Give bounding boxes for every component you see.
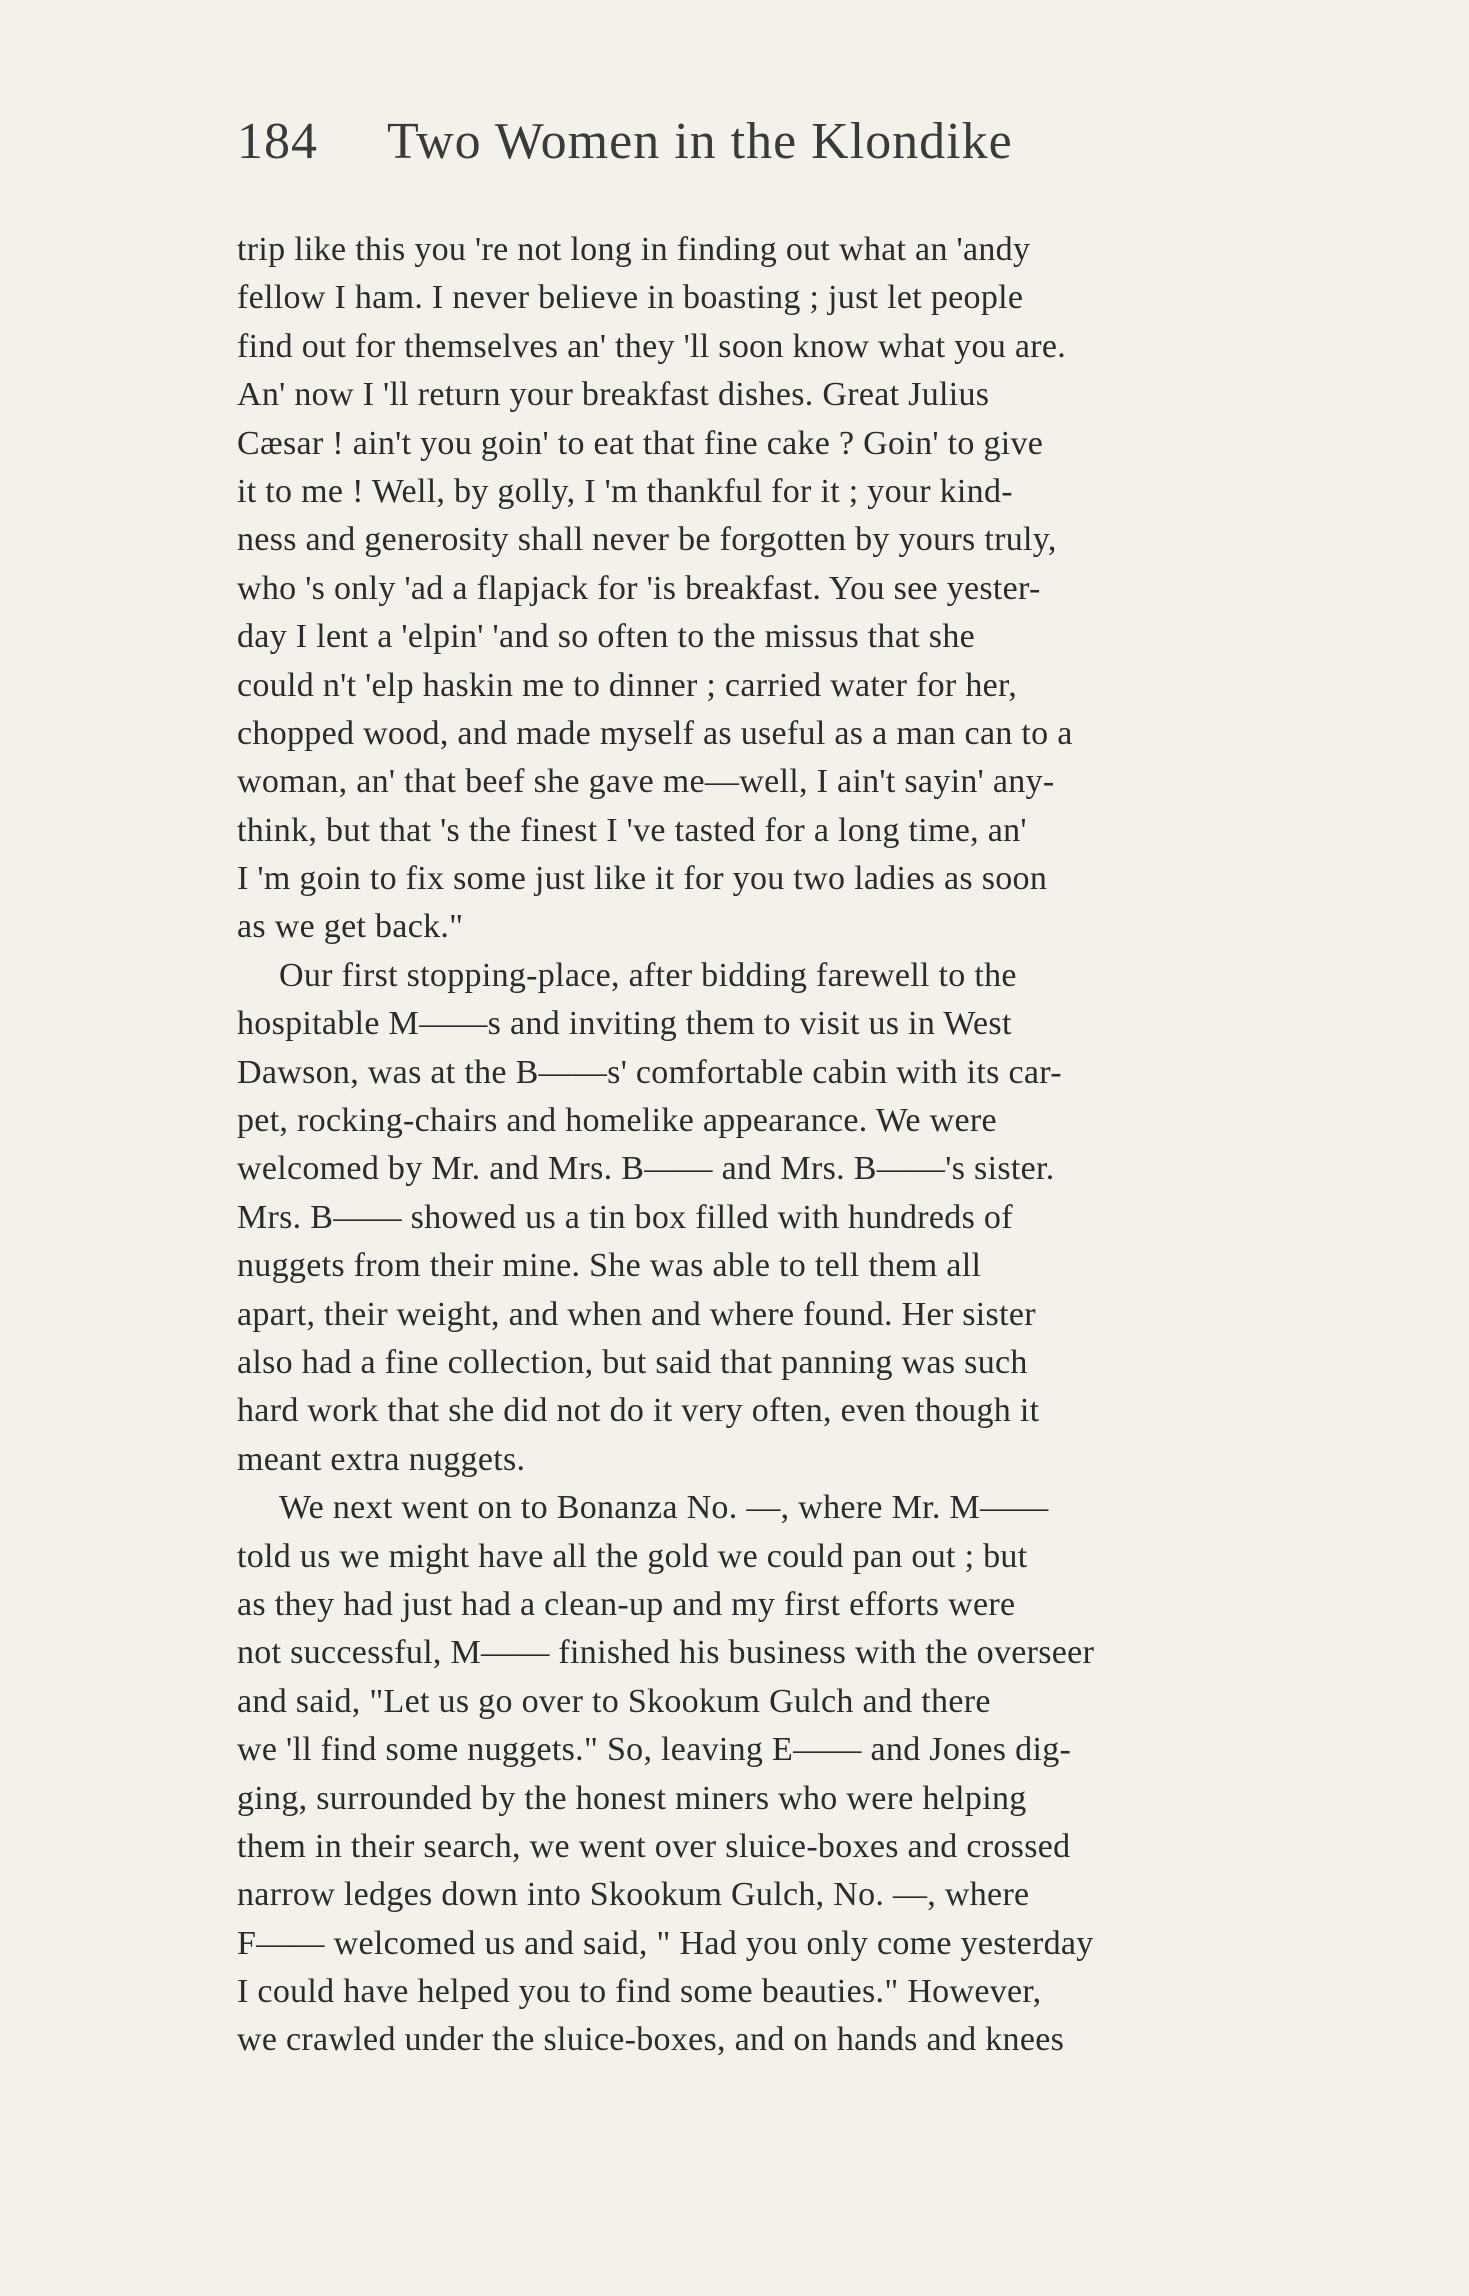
text-line: told us we might have all the gold we could pan out ; but xyxy=(237,1537,1028,1575)
text-line: Mrs. B—— showed us a tin box filled with hundreds of xyxy=(237,1198,1013,1236)
text-line: pet, rocking-chairs and homelike appearance. We were xyxy=(237,1102,997,1140)
text-line: as we get back." xyxy=(237,908,464,946)
text-line: narrow ledges down into Skookum Gulch, No. —, where xyxy=(237,1876,1030,1914)
text-line: chopped wood, and made myself as useful as a man can to a xyxy=(237,714,1073,752)
text-line: fellow I ham. I never believe in boasting ; just let people xyxy=(237,279,1024,317)
text-line: ness and generosity shall never be forgotten by yours truly, xyxy=(237,521,1057,559)
text-line: nuggets from their mine. She was able to tell them all xyxy=(237,1247,982,1285)
text-line: not successful, M—— finished his business with the overseer xyxy=(237,1634,1095,1672)
text-line: Dawson, was at the B——s' comfortable cabin with its car- xyxy=(237,1053,1062,1091)
text-line: woman, an' that beef she gave me—well, I ain't sayin' any- xyxy=(237,763,1055,801)
text-line: trip like this you 're not long in finding out what an 'andy xyxy=(237,231,1031,268)
text-line: F—— welcomed us and said, " Had you only come yesterday xyxy=(237,1924,1094,1962)
text-line: we crawled under the sluice-boxes, and on hands and knees xyxy=(237,2021,1065,2059)
text-line: apart, their weight, and when and where found. Her sister xyxy=(237,1295,1036,1333)
text-line: we 'll find some nuggets." So, leaving E—— and Jones dig- xyxy=(237,1731,1072,1769)
text-line: An' now I 'll return your breakfast dishes. Great Julius xyxy=(237,376,990,414)
text-line: could n't 'elp haskin me to dinner ; carried water for her, xyxy=(237,666,1018,704)
text-line: hospitable M——s and inviting them to visit us in West xyxy=(237,1005,1012,1043)
text-line: them in their search, we went over sluice-boxes and crossed xyxy=(237,1827,1071,1865)
paragraph-start-line: We next went on to Bonanza No. —, where Mr. M—— xyxy=(279,1489,1049,1527)
text-line: think, but that 's the finest I 've tasted for a long time, an' xyxy=(237,811,1027,849)
running-head xyxy=(237,112,1237,182)
text-line: I 'm goin to fix some just like it for you two ladies as soon xyxy=(237,860,1048,898)
text-line: day I lent a 'elpin' 'and so often to the missus that she xyxy=(237,618,976,656)
book-title: Two Women in the Klondike xyxy=(387,113,1013,170)
paragraph-start-line: Our first stopping-place, after bidding farewell to the xyxy=(279,956,1017,994)
text-line: it to me ! Well, by golly, I 'm thankful for it ; your kind- xyxy=(237,472,1013,510)
text-line: also had a fine collection, but said that panning was such xyxy=(237,1343,1028,1381)
body-text xyxy=(237,226,1337,2065)
text-line: Cæsar ! ain't you goin' to eat that fine cake ? Goin' to give xyxy=(237,424,1044,462)
text-line: ging, surrounded by the honest miners who were helping xyxy=(237,1779,1027,1817)
text-line: hard work that she did not do it very often, even though it xyxy=(237,1392,1040,1430)
text-line: welcomed by Mr. and Mrs. B—— and Mrs. B——'s sister. xyxy=(237,1150,1055,1188)
text-line: who 's only 'ad a flapjack for 'is breakfast. You see yester- xyxy=(237,569,1041,607)
text-line: find out for themselves an' they 'll soon know what you are. xyxy=(237,327,1067,365)
text-line: I could have helped you to find some beauties." However, xyxy=(237,1973,1042,2011)
text-line: as they had just had a clean-up and my first efforts were xyxy=(237,1585,1016,1623)
text-line: meant extra nuggets. xyxy=(237,1440,526,1478)
text-line: and said, "Let us go over to Skookum Gulch and there xyxy=(237,1682,991,1720)
page-number: 184 xyxy=(237,113,318,170)
